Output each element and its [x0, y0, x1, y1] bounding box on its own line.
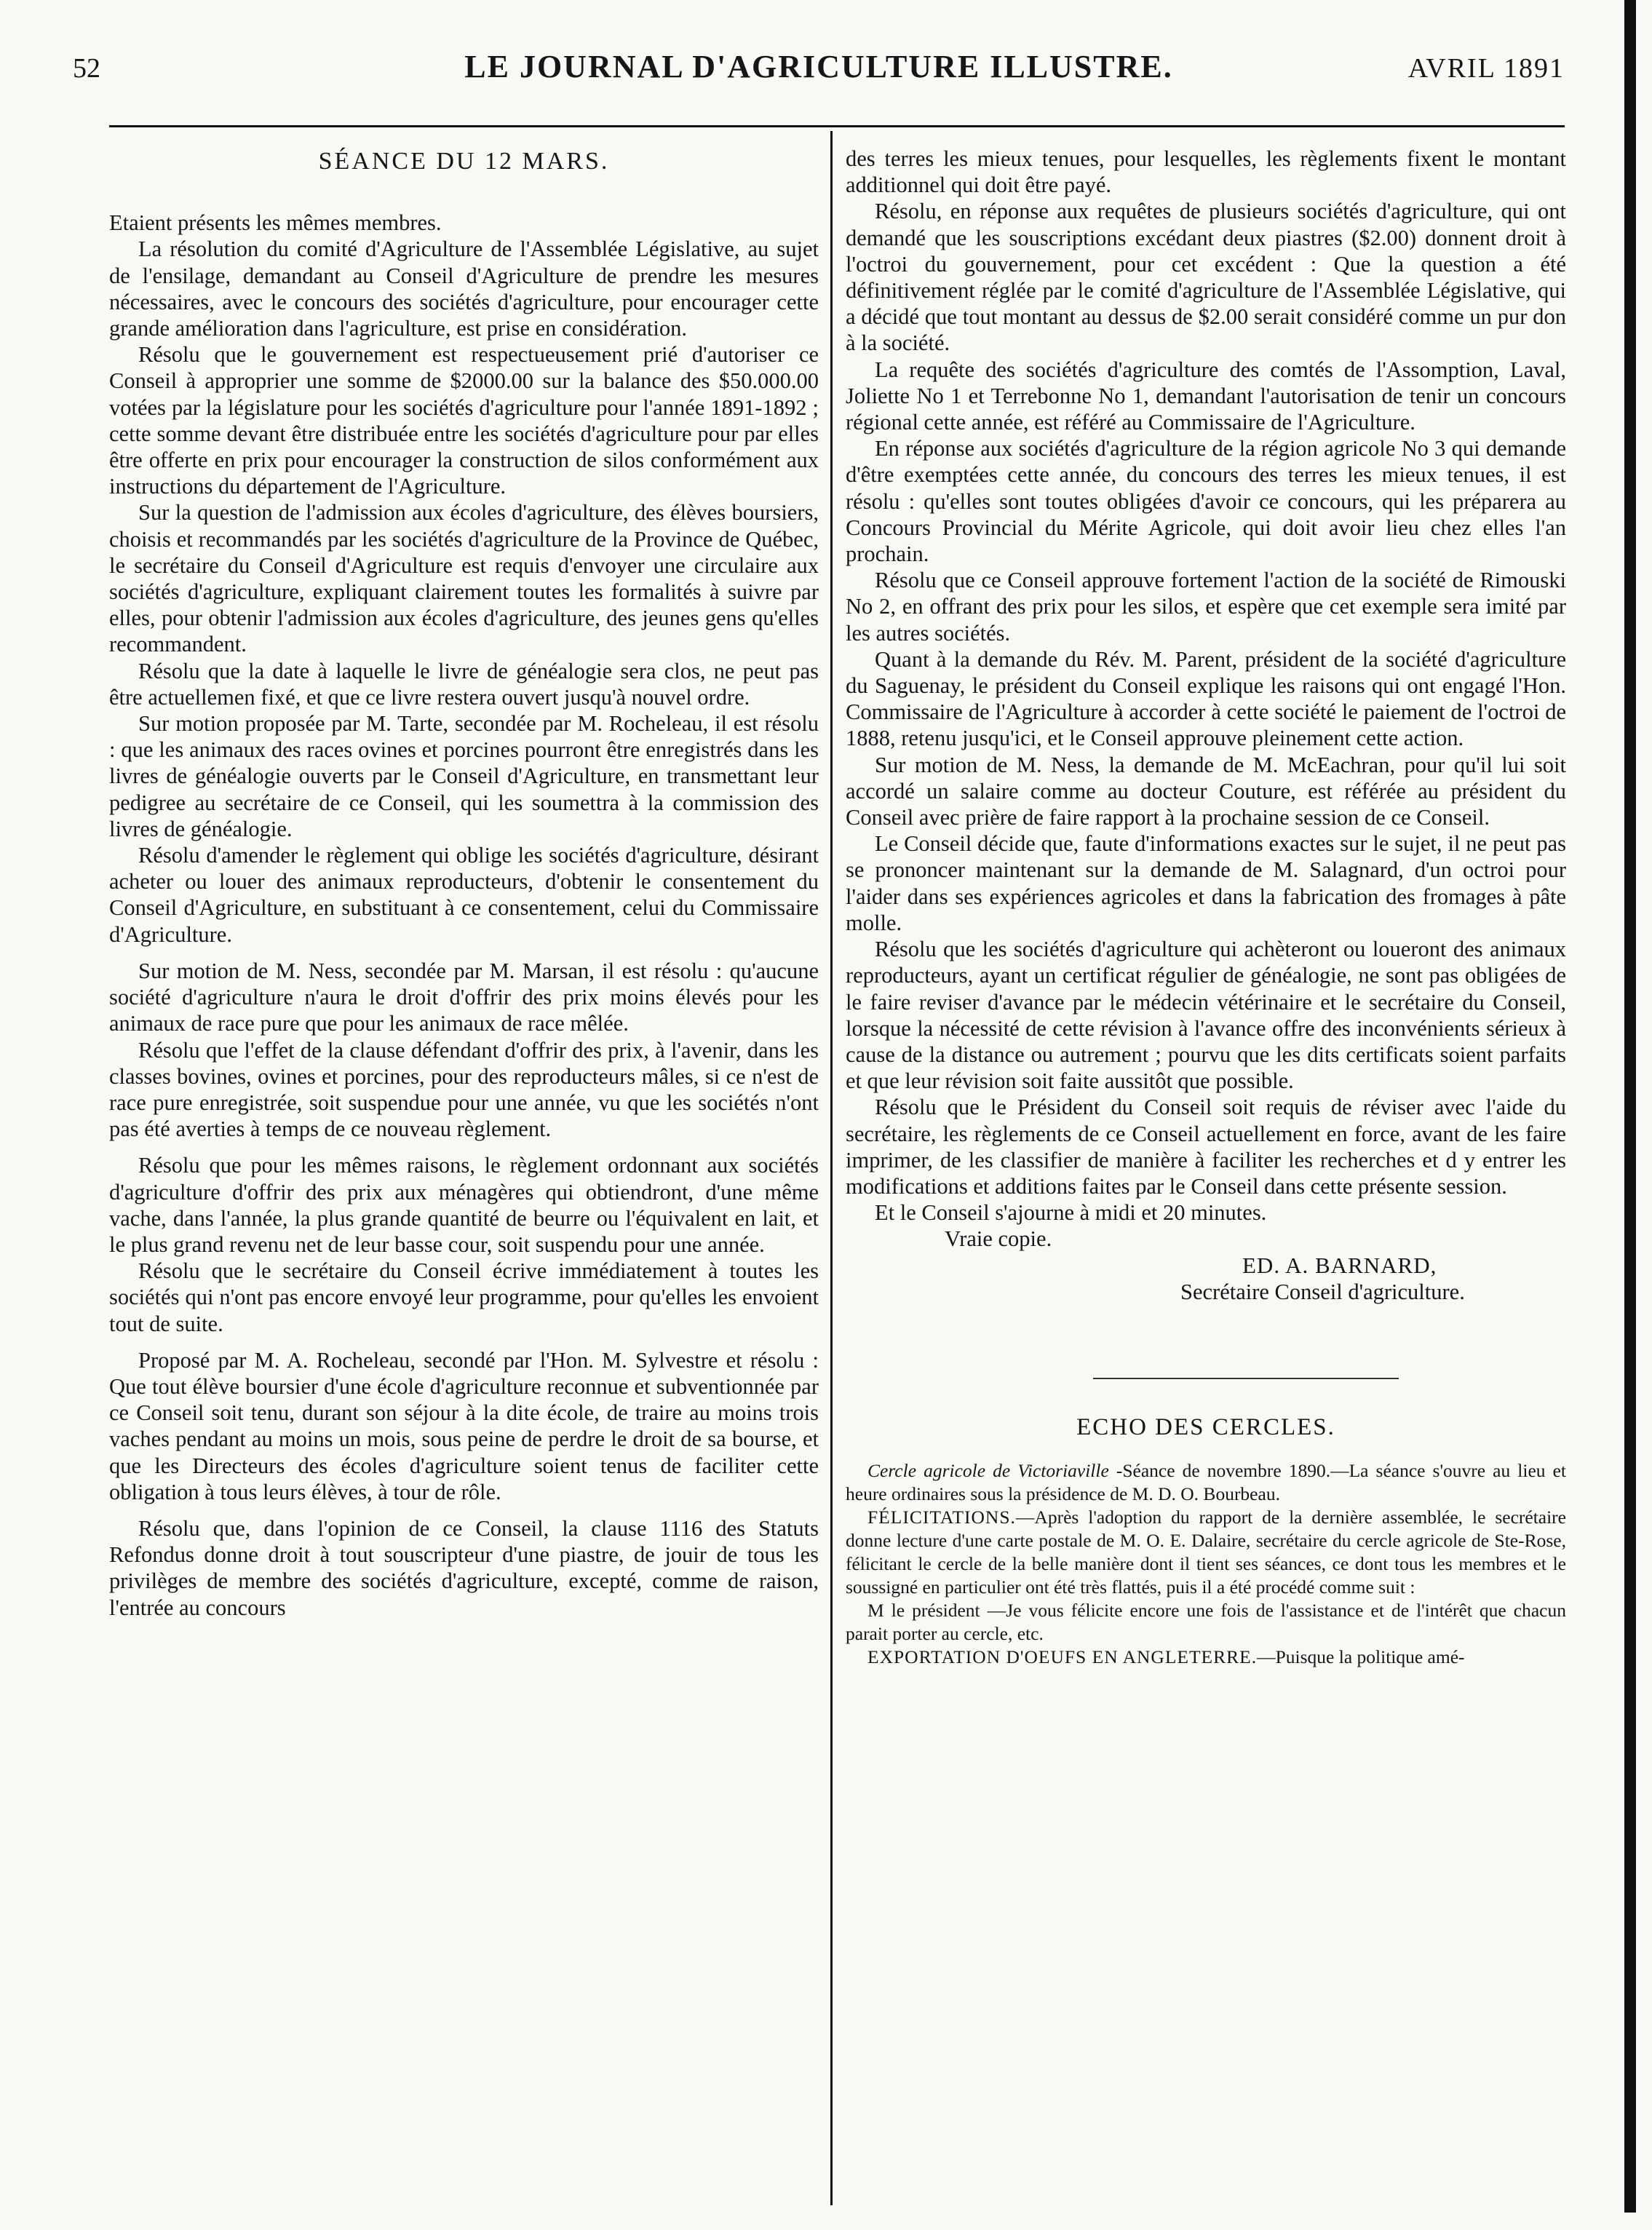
closing-line: Vraie copie.: [945, 1226, 1052, 1252]
column-divider: [830, 131, 833, 2205]
paragraph: Résolu que le Président du Conseil soit requis de réviser avec l'aide du secrétaire, les règlements de ce Conseil actuellement en force, avant de les faire imprimer, de les classifier de manière à faciliter les recherches et d y entrer les modifications et additions faites par le Conseil dans cette présente session.: [846, 1095, 1566, 1199]
paragraph: Résolu, en réponse aux requêtes de plusieurs sociétés d'agriculture, qui ont demandé que les souscriptions excédant deux piastres ($2.00) donnent droit à l'octroi du gouvernement, pour cet excédent : Que la question a été définitivement réglée par le comité d'agriculture de l'Assemblée Législative, qui a décidé que tout montant au dessus de $2.00 serait considéré comme un pur don à la société.: [846, 199, 1566, 356]
paragraph: Sur motion proposée par M. Tarte, secondée par M. Rocheleau, il est résolu : que les animaux des races ovines et porcines pourront être enregistrés dans les livres de généalogie ouverts par le Conseil d'Agriculture, en transmettant leur pedigree au secrétaire de ce Conseil, qui les soumettra à la commission des livres de généalogie.: [109, 711, 819, 841]
paragraph: Etaient présents les mêmes membres.: [109, 210, 442, 236]
paragraph: des terres les mieux tenues, pour lesquelles, les règlements fixent le montant additionnel qui doit être payé.: [846, 146, 1566, 198]
felicitations-label: FÉLICITATIONS.: [867, 1507, 1016, 1528]
export-text: —Puisque la politique amé-: [1257, 1646, 1465, 1668]
page-header: [73, 45, 1565, 89]
header-rule: [109, 125, 1565, 127]
signature-role: Secrétaire Conseil d'agriculture.: [1180, 1279, 1465, 1304]
paragraph: Résolu que l'effet de la clause défendant d'offrir des prix, à l'avenir, dans les classes bovines, ovines et porcines, pour des reproducteurs mâles, si ce n'est de race pure enregistrée, soit suspendue pour une année, vu que les sociétés n'ont pas été averties à temps de ce nouveau règlement.: [109, 1037, 819, 1142]
paragraph: Résolu que, dans l'opinion de ce Conseil, la clause 1116 des Statuts Refondus donne droit à tout souscripteur d'une piastre, de jouir de tous les privilèges de membre des sociétés d'agriculture, excepté, comme de raison, l'entrée au concours: [109, 1515, 819, 1620]
paragraph: Sur motion de M. Ness, la demande de M. McEachran, pour qu'il lui soit accordé un salaire comme au docteur Couture, est référée au président du Conseil avec prière de faire rapport à la prochaine session de ce Conseil.: [846, 752, 1566, 830]
paragraph: La résolution du comité d'Agriculture de l'Assemblée Législative, au sujet de l'ensilage, demandant au Conseil d'Agriculture de prendre les mesures nécessaires, avec le concours des sociétés d'agriculture, pour encourager cette grande amélioration dans l'agriculture, est prise en considération.: [109, 237, 819, 341]
export-label: EXPORTATION D'OEUFS EN ANGLETERRE.: [867, 1646, 1258, 1668]
echo-intro: [846, 1459, 1566, 1506]
paragraph: Résolu que les sociétés d'agriculture qui achèteront ou loueront des animaux reproducteurs, ayant un certificat régulier de généalogie, ne sont pas obligées de le faire reviser d'avance par le médecin vétérinaire et le secrétaire du Conseil, lorsque la nécessité de cette révision à l'avance offre des inconvénients sérieux à cause de la distance ou autrement ; pourvu que les dits certificats soient parfaits et que leur révision soit faite aussitôt que possible.: [846, 937, 1566, 1094]
paragraph: La requête des sociétés d'agriculture des comtés de l'Assomption, Laval, Joliette No 1 et Terrebonne No 1, demandant l'autorisation de tenir un concours régional cette année, est référé au Commissaire de l'Agriculture.: [846, 357, 1566, 435]
felicitations-text: —Après l'adoption du rapport de la dernière assemblée, le secrétaire donne lecture d'une carte postale de M. O. E. Dalaire, secrétaire du cercle agricole de Ste-Rose, félicitant le cercle de la belle manière dont il tient ses séances, ce dont tous les membres et le soussigné en particulier ont été très flattés, puis il a été procédé comme suit :: [846, 1507, 1566, 1598]
paragraph: Résolu d'amender le règlement qui oblige les sociétés d'agriculture, désirant acheter ou louer des animaux reproducteurs, d'obtenir le consentement du Conseil d'Agriculture, en substituant à ce consentement, celui du Commissaire d'Agriculture.: [109, 843, 819, 947]
paragraph: Quant à la demande du Rév. M. Parent, président de la société d'agriculture du Saguenay, le président du Conseil explique les raisons qui ont engagé l'Hon. Commissaire de l'Agriculture à accorder à cette société le paiement de l'octroi de 1888, retenu jusqu'ici, et le Conseil approuve pleinement cette action.: [846, 646, 1566, 751]
echo-section-title: ECHO DES CERCLES.: [1076, 1413, 1335, 1440]
paragraph: Sur la question de l'admission aux écoles d'agriculture, des élèves boursiers, choisis et recommandés par les sociétés d'agriculture de la Province de Québec, le secrétaire du Conseil d'Agriculture est requis d'envoyer une circulaire aux sociétés d'agriculture, expliquant clairement toutes les formalités à suivre par elles, pour obtenir l'admission aux écoles d'agriculture, des jeunes gens qu'elles recommandent.: [109, 500, 819, 657]
page-number: 52: [73, 53, 100, 84]
journal-title: LE JOURNAL D'AGRICULTURE ILLUSTRE.: [464, 49, 1173, 84]
paragraph: Sur motion de M. Ness, secondée par M. Marsan, il est résolu : qu'aucune société d'agriculture n'aura le droit d'offrir des prix moins élevés pour les animaux de race pure que pour les animaux de race mêlée.: [109, 958, 819, 1036]
section-title: SÉANCE DU 12 MARS.: [318, 148, 610, 175]
signature-name: ED. A. BARNARD,: [1242, 1252, 1437, 1278]
issue-date: AVRIL 1891: [1407, 53, 1565, 84]
echo-intro-text: -Séance de novembre 1890.—La séance s'ouvre au lieu et heure ordinaires sous la présidence de M. D. O. Bourbeau.: [846, 1460, 1566, 1505]
felicitations-paragraph: [846, 1506, 1566, 1599]
paragraph: Proposé par M. A. Rocheleau, secondé par l'Hon. M. Sylvestre et résolu : Que tout élève boursier d'une école d'agriculture reconnue et subventionnée par ce Conseil soit tenu, durant son séjour à la dite école, de traire au moins trois vaches pendant au moins un mois, sous peine de perdre le droit de sa bourse, et que les Directeurs des écoles d'agriculture soient tenus de faciliter cette obligation à tous leurs élèves, à tour de rôle.: [109, 1347, 819, 1504]
paragraph: Résolu que pour les mêmes raisons, le règlement ordonnant aux sociétés d'agriculture d'offrir des prix aux ménagères qui obtiendront, d'une même vache, dans l'année, la plus grande quantité de beurre ou l'équivalent en lait, et le plus grand revenu net de leur basse cour, soit suspendu pour une année.: [109, 1153, 819, 1257]
export-paragraph: [846, 1646, 1566, 1669]
paragraph: Et le Conseil s'ajourne à midi et 20 minutes.: [875, 1200, 1267, 1226]
paragraph: Résolu que ce Conseil approuve fortement l'action de la société de Rimouski No 2, en offrant des prix pour les silos, et espère que cet exemple sera imité par les autres sociétés.: [846, 568, 1566, 646]
left-column: [109, 146, 819, 1621]
president-line: M le président —Je vous félicite encore une fois de l'assistance et de l'intérêt que chacun parait porter au cercle, etc.: [846, 1600, 1566, 1645]
paragraph: Le Conseil décide que, faute d'informations exactes sur le sujet, il ne peut pas se prononcer maintenant sur la demande de M. Salagnard, d'un octroi pour l'aider dans ses expériences agricoles et dans la fabrication des fromages à pâte molle.: [846, 831, 1566, 935]
paragraph: Résolu que la date à laquelle le livre de généalogie sera clos, ne peut pas être actuellemen fixé, et que ce livre restera ouvert jusqu'à nouvel ordre.: [109, 658, 819, 710]
echo-section: [846, 1459, 1566, 1669]
section-divider: [1093, 1378, 1399, 1379]
right-column: [846, 146, 1566, 1669]
paragraph: Résolu que le gouvernement est respectueusement prié d'autoriser ce Conseil à approprier une somme de $2000.00 sur la balance des $50.000.00 votées par la législature pour les sociétés d'agriculture pour l'année 1891-1892 ; cette somme devant être distribuée entre les sociétés d'agriculture pour par elles être offerte en prix pour encourager la construction de silos conformément aux instructions du département de l'Agriculture.: [109, 342, 819, 499]
cercle-name: Cercle agricole de Victoriaville: [867, 1460, 1109, 1482]
paragraph: Résolu que le secrétaire du Conseil écrive immédiatement à toutes les sociétés qui n'ont pas encore envoyé leur programme, pour qu'elles les envoient tout de suite.: [109, 1258, 819, 1336]
scan-edge-bar: [1624, 0, 1636, 2213]
paragraph: En réponse aux sociétés d'agriculture de la région agricole No 3 qui demande d'être exemptées cette année, du concours des terres les mieux tenues, il est résolu : qu'elles sont toutes obligées d'avoir ce concours, qui les préparera au Concours Provincial du Mérite Agricole, qui doit avoir lieu chez elles l'an prochain.: [846, 436, 1566, 567]
